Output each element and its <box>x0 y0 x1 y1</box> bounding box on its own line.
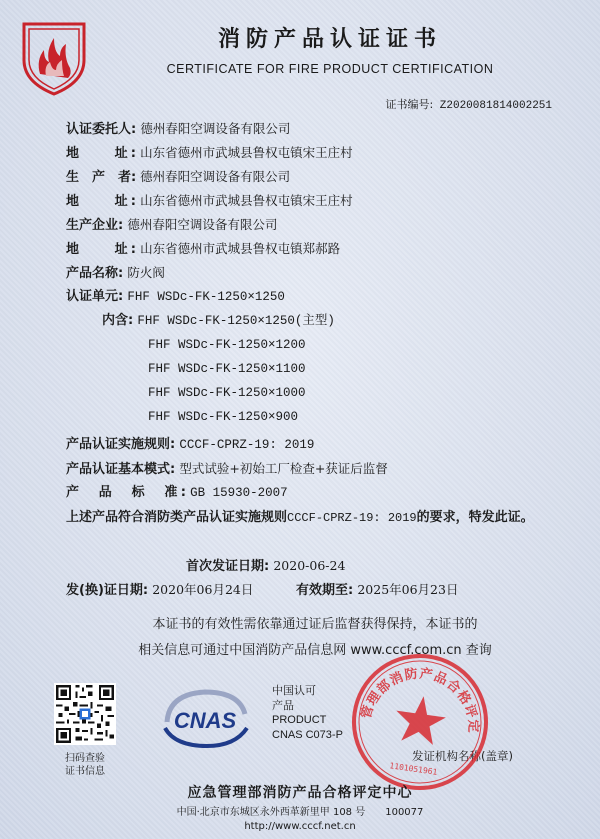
certificate-title: 消防产品认证证书 <box>217 27 442 52</box>
field-contents <box>102 310 335 332</box>
field-rules <box>66 434 314 456</box>
contents-row <box>148 382 306 404</box>
issue-date-value: 2020年06月24日 <box>152 582 254 597</box>
cnas-logo-text: CNAS <box>173 708 237 733</box>
field-label: 地 址: <box>66 194 136 209</box>
contents-row <box>148 358 306 380</box>
first-issue-date-value: 2020-06-24 <box>273 558 346 573</box>
stamp-text: 应急管理部消防产品合格评定中心 <box>358 666 481 734</box>
issue-date <box>66 580 253 601</box>
field-label: 产品名称: <box>66 266 124 281</box>
contents-item: FHF WSDc-FK-1250×1100 <box>148 362 306 376</box>
field-factory <box>66 214 277 236</box>
field-label: 地 址: <box>66 146 136 161</box>
certification-statement <box>66 506 536 530</box>
field-standard <box>66 482 288 504</box>
field-label: 生产企业: <box>66 218 124 233</box>
field-value: FHF WSDc-FK-1250×1250 <box>127 290 285 304</box>
cnas-line-4: CNAS C073-P <box>272 728 343 741</box>
field-value: 德州春阳空调设备有限公司 <box>140 121 291 136</box>
qr-caption-line-1: 扫码查验 <box>65 753 105 764</box>
field-label: 内含: <box>102 313 134 328</box>
field-mode <box>66 458 388 480</box>
field-value: 山东省德州市武城县鲁权屯镇宋王庄村 <box>140 145 353 160</box>
fire-certification-logo-icon <box>18 16 90 96</box>
stamp-code: 1101051961 <box>388 761 438 777</box>
issuing-authority: 应急管理部消防产品合格评定中心 <box>187 785 413 801</box>
contents-row <box>148 334 306 356</box>
certificate-number <box>385 96 552 112</box>
contents-item: FHF WSDc-FK-1250×1200 <box>148 338 306 352</box>
field-manufacturer <box>66 166 290 188</box>
field-address-2 <box>66 190 353 212</box>
field-label: 认证委托人: <box>66 122 137 137</box>
statement-code: CCCF-CPRZ-19: 2019 <box>287 511 417 525</box>
qr-caption-line-2: 证书信息 <box>65 766 105 777</box>
statement-part-2: 的要求，特发此证。 <box>416 510 534 525</box>
field-unit <box>66 286 285 308</box>
field-label: 产品认证基本模式: <box>66 462 176 477</box>
field-value: 德州春阳空调设备有限公司 <box>127 217 278 232</box>
contents-item: FHF WSDc-FK-1250×1000 <box>148 386 306 400</box>
expiry-date-value: 2025年06月23日 <box>357 582 459 597</box>
field-applicant <box>66 118 290 140</box>
field-label: 认证单元: <box>66 289 124 304</box>
field-value: 防火阀 <box>127 265 165 280</box>
expiry-date <box>296 580 458 601</box>
first-issue-date <box>186 556 345 577</box>
cnas-line-3: PRODUCT <box>272 714 327 726</box>
statement-part-1: 上述产品符合消防类产品认证实施规则 <box>66 510 288 525</box>
cnas-line-2: 产品 <box>272 699 294 712</box>
qr-code-icon[interactable] <box>54 683 116 745</box>
notice-line-2: 相关信息可通过中国消防产品信息网 www.cccf.com.cn 查询 <box>138 643 492 658</box>
official-seal-stamp-icon <box>346 648 494 796</box>
qr-caption <box>50 752 120 778</box>
expiry-date-label: 有效期至: <box>296 583 354 598</box>
field-value: GB 15930-2007 <box>190 486 288 500</box>
cnas-accreditation <box>272 684 343 742</box>
field-label: 生 产 者: <box>66 170 137 185</box>
cnas-line-1: 中国认可 <box>272 685 316 697</box>
certificate-number-value: Z2020081814002251 <box>439 100 552 112</box>
field-value: 德州春阳空调设备有限公司 <box>140 169 291 184</box>
field-product <box>66 262 165 284</box>
field-label: 产品认证实施规则: <box>66 437 176 452</box>
issuer-website: http://www.cccf.net.cn <box>244 821 356 832</box>
field-label: 产 品 标 准: <box>66 485 186 500</box>
seal-label: 发证机构名称(盖章) <box>412 749 513 763</box>
contents-item: FHF WSDc-FK-1250×900 <box>148 410 299 424</box>
cnas-logo-icon <box>155 688 255 750</box>
notice-line-1: 本证书的有效性需依靠通过证后监督获得保持，本证书的 <box>152 617 478 632</box>
field-value: CCCF-CPRZ-19: 2019 <box>179 438 315 452</box>
issue-date-label: 发(换)证日期: <box>66 583 149 598</box>
issuer-address-line: 中国·北京市东城区永外西革新里甲 108 号 100077 <box>176 807 424 818</box>
field-value: 型式试验+初始工厂检查+获证后监督 <box>179 461 388 476</box>
contents-row <box>148 406 298 428</box>
field-value: 山东省德州市武城县鲁权屯镇郑郝路 <box>140 241 341 256</box>
certificate-number-label: 证书编号: <box>385 98 434 111</box>
field-value: 山东省德州市武城县鲁权屯镇宋王庄村 <box>140 193 353 208</box>
contents-item: FHF WSDc-FK-1250×1250(主型) <box>137 314 335 328</box>
issuer-address <box>0 806 600 834</box>
certificate-title-english: CERTIFICATE FOR FIRE PRODUCT CERTIFICATION <box>166 62 494 76</box>
field-label: 地 址: <box>66 242 136 257</box>
field-address-3 <box>66 238 340 260</box>
first-issue-date-label: 首次发证日期: <box>186 559 270 574</box>
field-address-1 <box>66 142 353 164</box>
